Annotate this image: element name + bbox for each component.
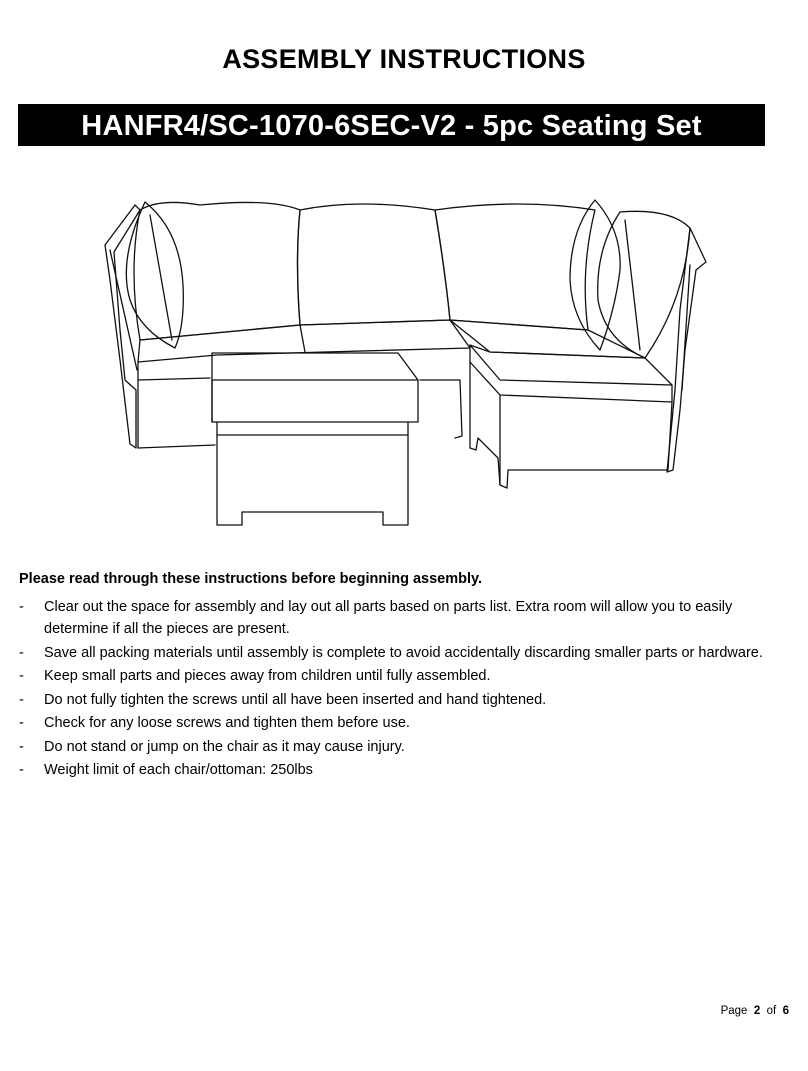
list-item-text: Clear out the space for assembly and lay out all parts based on parts list. Extra room will allow you to easily determine if all the pieces are present. [44, 599, 733, 637]
bullet-dash: - [19, 738, 24, 755]
total-pages: 6 [782, 1005, 789, 1017]
instructions-list [19, 596, 794, 783]
page-number [721, 1005, 789, 1017]
bullet-dash: - [19, 691, 24, 708]
list-item [19, 759, 794, 781]
of-label: of [766, 1005, 777, 1017]
list-item-text: Weight limit of each chair/ottoman: 250lbs [44, 762, 313, 778]
current-page: 2 [753, 1005, 761, 1017]
list-item-text: Keep small parts and pieces away from children until fully assembled. [44, 668, 491, 684]
bullet-dash: - [19, 715, 24, 731]
page-title: ASSEMBLY INSTRUCTIONS [222, 44, 586, 74]
list-item [19, 689, 794, 711]
list-item-text: Do not stand or jump on the chair as it may cause injury. [44, 738, 405, 755]
product-title-bar [18, 104, 765, 146]
list-item [19, 596, 794, 640]
list-item-text: Save all packing materials until assembly is complete to avoid accidentally discarding smaller parts or hardware. [44, 644, 763, 661]
bullet-dash: - [19, 644, 24, 661]
intro-text: Please read through these instructions before beginning assembly. [19, 571, 483, 587]
product-title: HANFR4/SC-1070-6SEC-V2 - 5pc Seating Set [81, 110, 702, 142]
list-item-text: Check for any loose screws and tighten them before use. [44, 715, 410, 731]
bullet-dash: - [19, 668, 24, 684]
page-label: Page [720, 1005, 748, 1017]
list-item [19, 736, 794, 758]
bullet-dash: - [19, 599, 24, 615]
list-item [19, 712, 794, 734]
seating-set-illustration [100, 190, 710, 530]
bullet-dash: - [19, 762, 24, 778]
list-item [19, 642, 794, 664]
list-item-text: Do not fully tighten the screws until all have been inserted and hand tightened. [44, 691, 547, 708]
list-item [19, 665, 794, 687]
